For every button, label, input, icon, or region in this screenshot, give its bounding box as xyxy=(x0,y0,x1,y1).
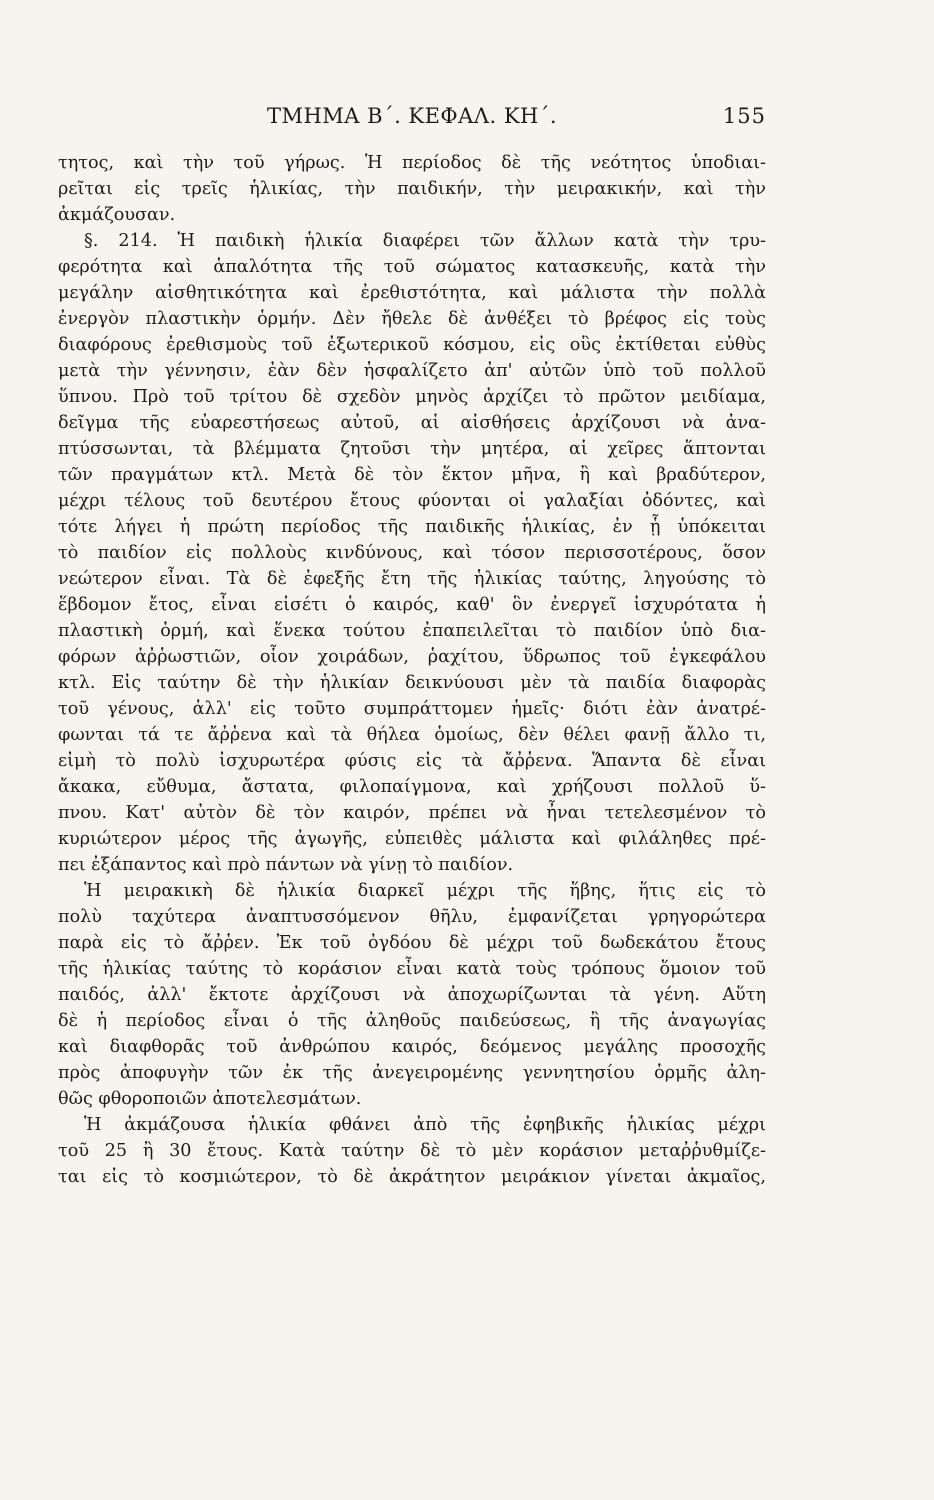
text-line: νεώτερον εἶναι. Τὰ δὲ ἐφεξῆς ἔτη τῆς ἡλικίας ταύτης, ληγούσης τὸ xyxy=(58,569,766,589)
text-line: πνου. Κατ' αὐτὸν δὲ τὸν καιρόν, πρέπει νὰ ἦναι τετελεσμένον τὸ xyxy=(58,803,766,823)
text-line: τητος, καὶ τὴν τοῦ γήρως. Ἡ περίοδος δὲ τῆς νεότητος ὑποδιαι- xyxy=(58,153,766,173)
body-text xyxy=(58,150,766,1190)
text-line: τότε λήγει ἡ πρώτη περίοδος τῆς παιδικῆς ἡλικίας, ἐν ᾗ ὑπόκειται xyxy=(58,517,766,537)
text-line: δὲ ἡ περίοδος εἶναι ὁ τῆς ἀληθοῦς παιδεύσεως, ἢ τῆς ἀναγωγίας xyxy=(58,1011,766,1031)
text-line: ὕπνου. Πρὸ τοῦ τρίτου δὲ σχεδὸν μηνὸς ἀρχίζει τὸ πρῶτον μειδίαμα, xyxy=(58,387,766,407)
text-line: εἰμὴ τὸ πολὺ ἰσχυρωτέρα φύσις εἰς τὰ ἄῤῥενα. Ἅπαντα δὲ εἶναι xyxy=(58,751,766,771)
text-line: φερότητα καὶ ἁπαλότητα τῆς τοῦ σώματος κατασκευῆς, κατὰ τὴν xyxy=(58,257,766,277)
text-line: ἕβδομον ἔτος, εἶναι εἰσέτι ὁ καιρός, καθ' ὃν ἐνεργεῖ ἰσχυρότατα ἡ xyxy=(58,595,766,615)
text-line: παρὰ εἰς τὸ ἄῤῥεν. Ἐκ τοῦ ὀγδόου δὲ μέχρι τοῦ δωδεκάτου ἔτους xyxy=(58,933,766,953)
page-header xyxy=(58,104,766,138)
text-line: καὶ διαφθορᾶς τοῦ ἀνθρώπου καιρός, δεόμενος μεγάλης προσοχῆς xyxy=(58,1037,766,1057)
text-line: μέχρι τέλους τοῦ δευτέρου ἔτους φύονται οἱ γαλαξίαι ὀδόντες, καὶ xyxy=(58,491,766,511)
text-line: πρὸς ἀποφυγὴν τῶν ἐκ τῆς ἀνεγειρομένης γεννητησίου ὁρμῆς ἀλη- xyxy=(58,1063,766,1083)
text-line: φόρων ἀῤῥωστιῶν, οἷον χοιράδων, ῥαχίτου, ὕδρωπος τοῦ ἐγκεφάλου xyxy=(58,647,766,667)
text-line: τὸ παιδίον εἰς πολλοὺς κινδύνους, καὶ τόσον περισσοτέρους, ὅσον xyxy=(58,543,766,563)
text-line: ται εἰς τὸ κοσμιώτερον, τὸ δὲ ἀκράτητον μειράκιον γίνεται ἀκμαῖος, xyxy=(58,1167,766,1187)
text-line: πλαστικὴ ὁρμή, καὶ ἕνεκα τούτου ἐπαπειλεῖται τὸ παιδίον ὑπὸ δια- xyxy=(58,621,766,641)
text-line: τῆς ἡλικίας ταύτης τὸ κοράσιον εἶναι κατὰ τοὺς τρόπους ὅμοιον τοῦ xyxy=(58,959,766,979)
text-line: φωνται τά τε ἄῤῥενα καὶ τὰ θήλεα ὁμοίως, δὲν θέλει φανῇ ἄλλο τι, xyxy=(58,725,766,745)
text-line: πολὺ ταχύτερα ἀναπτυσσόμενον θῆλυ, ἐμφανίζεται γρηγορώτερα xyxy=(58,907,766,927)
text-line: μετὰ τὴν γέννησιν, ἐὰν δὲν ἠσφαλίζετο ἀπ' αὐτῶν ὑπὸ τοῦ πολλοῦ xyxy=(58,361,766,381)
text-line: μεγάλην αἰσθητικότητα καὶ ἐρεθιστότητα, καὶ μάλιστα τὴν πολλὰ xyxy=(58,283,766,303)
text-line: δεῖγμα τῆς εὐαρεστήσεως αὐτοῦ, αἱ αἰσθήσεις ἀρχίζουσι νὰ ἀνα- xyxy=(58,413,766,433)
page-number: 155 xyxy=(722,104,766,128)
text-line: ἐνεργὸν πλαστικὴν ὁρμήν. Δὲν ἤθελε δὲ ἀνθέξει τὸ βρέφος εἰς τοὺς xyxy=(58,309,766,329)
text-line: Ἡ μειρακικὴ δὲ ἡλικία διαρκεῖ μέχρι τῆς ἥβης, ἥτις εἰς τὸ xyxy=(84,881,766,901)
text-line: τῶν πραγμάτων κτλ. Μετὰ δὲ τὸν ἕκτον μῆνα, ἢ καὶ βραδύτερον, xyxy=(58,465,766,485)
text-line: κτλ. Εἰς ταύτην δὲ τὴν ἡλικίαν δεικνύουσι μὲν τὰ παιδία διαφορὰς xyxy=(58,673,766,693)
text-line: πτύσσωνται, τὰ βλέμματα ζητοῦσι τὴν μητέρα, αἱ χεῖρες ἅπτονται xyxy=(58,439,766,459)
text-line: ἀκμάζουσαν. xyxy=(58,205,176,225)
text-line: διαφόρους ἐρεθισμοὺς τοῦ ἐξωτερικοῦ κόσμου, εἰς οὓς ἐκτίθεται εὐθὺς xyxy=(58,335,766,355)
text-line: ἄκακα, εὔθυμα, ἄστατα, φιλοπαίγμονα, καὶ χρήζουσι πολλοῦ ὕ- xyxy=(58,777,766,797)
text-line: τοῦ 25 ἢ 30 ἔτους. Κατὰ ταύτην δὲ τὸ μὲν κοράσιον μεταῤῥυθμίζε- xyxy=(58,1141,766,1161)
text-line: παιδός, ἀλλ' ἔκτοτε ἀρχίζουσι νὰ ἀποχωρίζωνται τὰ γένη. Αὕτη xyxy=(58,985,766,1005)
text-line: θῶς φθοροποιῶν ἀποτελεσμάτων. xyxy=(58,1089,362,1109)
text-line: κυριώτερον μέρος τῆς ἀγωγῆς, εὐπειθὲς μάλιστα καὶ φιλάληθες πρέ- xyxy=(58,829,766,849)
text-line: §. 214. Ἡ παιδικὴ ἡλικία διαφέρει τῶν ἄλλων κατὰ τὴν τρυ- xyxy=(84,231,766,251)
text-line: πει ἐξάπαντος καὶ πρὸ πάντων νὰ γίνῃ τὸ παιδίον. xyxy=(58,855,514,875)
text-line: τοῦ γένους, ἀλλ' εἰς τοῦτο συμπράττομεν ἡμεῖς· διότι ἐὰν ἀνατρέ- xyxy=(58,699,766,719)
running-head: ΤΜΗΜΑ Β΄. ΚΕΦΑΛ. ΚΗ΄. xyxy=(266,104,558,128)
text-line: Ἡ ἀκμάζουσα ἡλικία φθάνει ἀπὸ τῆς ἐφηβικῆς ἡλικίας μέχρι xyxy=(84,1115,766,1135)
text-line: ρεῖται εἰς τρεῖς ἡλικίας, τὴν παιδικήν, τὴν μειρακικήν, καὶ τὴν xyxy=(58,179,766,199)
